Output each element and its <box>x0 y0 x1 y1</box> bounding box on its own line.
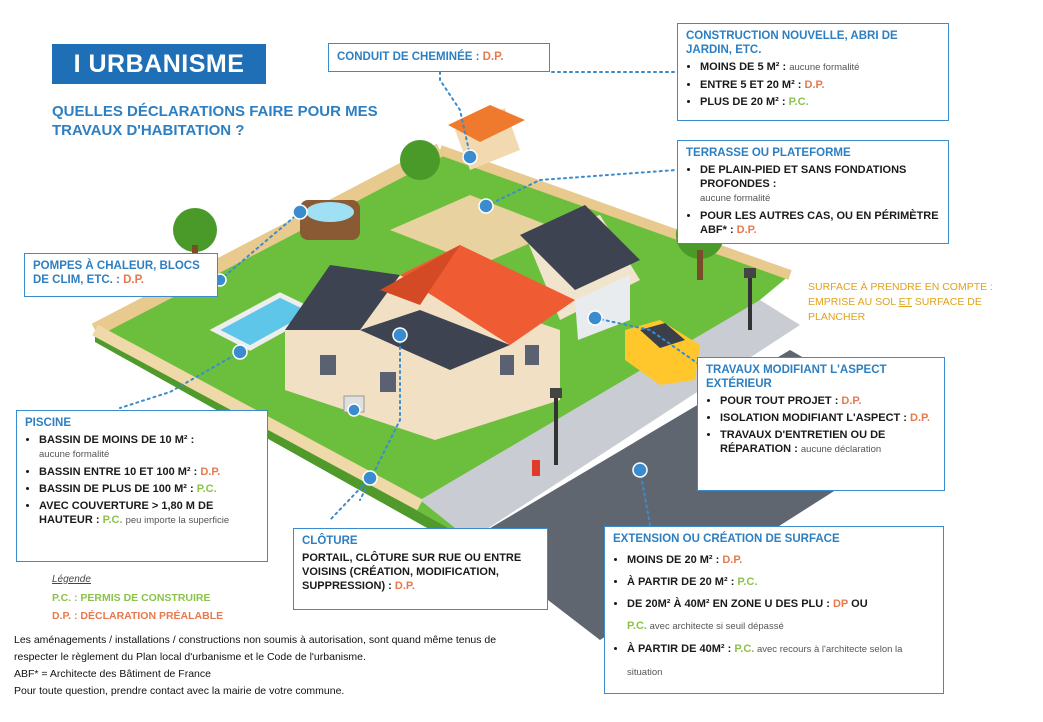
list-item: • BASSIN DE PLUS DE 100 M² : P.C. <box>39 482 259 496</box>
page-subtitle: QUELLES DÉCLARATIONS FAIRE POUR MES TRAVAUX D'HABITATION ? <box>52 103 378 139</box>
marker-pool <box>233 345 247 359</box>
page-title: I URBANISME <box>52 44 266 84</box>
pool-box <box>16 410 268 562</box>
fence-box <box>293 528 548 610</box>
marker-extension <box>633 463 647 477</box>
footer-line: ABF* = Architecte des Bâtiment de France <box>14 668 211 680</box>
fence-dp: D.P. <box>394 580 415 592</box>
terrace-box <box>677 140 949 244</box>
pumps-box <box>24 253 218 297</box>
legend-title: Légende <box>52 574 91 585</box>
list-item: • AVEC COUVERTURE > 1,80 M DE HAUTEUR : P.C. peu importe la superficie <box>39 499 259 528</box>
list-item: • ISOLATION MODIFIANT L'ASPECT : D.P. <box>720 411 936 425</box>
fence-title: CLÔTURE <box>302 535 358 547</box>
list-item: • ENTRE 5 ET 20 M² : D.P. <box>700 78 940 92</box>
list-item: • MOINS DE 20 M² : D.P. <box>627 549 935 571</box>
list-item: • POUR LES AUTRES CAS, OU EN PÉRIMÈTRE ABF* : D.P. <box>700 209 940 237</box>
legend <box>52 571 223 625</box>
extension-box <box>604 526 944 694</box>
aspect-box <box>697 357 945 491</box>
extension-title: EXTENSION OU CRÉATION DE SURFACE <box>613 533 840 545</box>
surface-note-line1: SURFACE À PRENDRE EN COMPTE : <box>808 281 993 293</box>
aspect-title: TRAVAUX MODIFIANT L'ASPECT EXTÉRIEUR <box>706 364 887 390</box>
surface-note: SURFACE À PRENDRE EN COMPTE : EMPRISE AU SOL ET SURFACE DE PLANCHER <box>808 280 1040 325</box>
list-item: • À PARTIR DE 40M² : P.C. avec recours à l'architecte selon la situation <box>627 638 935 684</box>
marker-ac <box>348 404 360 416</box>
list-item: • DE 20M² À 40M² EN ZONE U DES PLU : DP OU P.C. avec architecte si seuil dépassé <box>627 593 935 638</box>
construction-box <box>677 23 949 121</box>
pumps-title: POMPES À CHALEUR, BLOCS DE CLIM, ETC. : <box>33 260 200 286</box>
list-item: • MOINS DE 5 M² : aucune formalité <box>700 60 940 75</box>
marker-hot-tub <box>293 205 307 219</box>
footer-note <box>14 632 574 700</box>
tree <box>400 140 440 180</box>
list-item: • PLUS DE 20 M² : P.C. <box>700 95 940 109</box>
chimney-title: CONDUIT DE CHEMINÉE : <box>337 51 483 63</box>
marker-chimney <box>463 150 477 164</box>
fence-text: PORTAIL, CLÔTURE SUR RUE OU ENTRE VOISINS (CRÉATION, MODIFICATION, SUPPRESSION) : <box>302 552 522 592</box>
pool-title: PISCINE <box>25 417 72 429</box>
legend-pc: P.C. : PERMIS DE CONSTRUIRE <box>52 592 211 604</box>
list-item: • TRAVAUX D'ENTRETIEN OU DE RÉPARATION : aucune déclaration <box>720 428 936 457</box>
pumps-dp: D.P. <box>123 274 144 286</box>
list-item: • À PARTIR DE 20 M² : P.C. <box>627 571 935 593</box>
list-item: • BASSIN DE MOINS DE 10 M² : aucune formalité <box>39 433 259 462</box>
list-item: • POUR TOUT PROJET : D.P. <box>720 394 936 408</box>
footer-line: Les aménagements / installations / constructions non soumis à autorisation, sont quand même tenus de <box>14 634 497 646</box>
chimney-box <box>328 43 550 72</box>
street-lamp <box>554 395 558 465</box>
marker-terrace <box>479 199 493 213</box>
terrace-title: TERRASSE OU PLATEFORME <box>686 147 851 159</box>
street-lamp <box>748 275 752 330</box>
chimney-dp: D.P. <box>482 51 504 63</box>
marker-fence <box>363 471 377 485</box>
legend-dp: D.P. : DÉCLARATION PRÉALABLE <box>52 610 224 622</box>
footer-line: Pour toute question, prendre contact avec la mairie de votre commune. <box>14 685 345 697</box>
construction-title: CONSTRUCTION NOUVELLE, ABRI DE JARDIN, ETC. <box>686 30 898 56</box>
footer-line: respecter le règlement du Plan local d'urbanisme et le Code de l'urbanisme. <box>14 651 366 663</box>
fire-hydrant <box>532 460 540 476</box>
list-item: • BASSIN ENTRE 10 ET 100 M² : D.P. <box>39 465 259 479</box>
marker-garage <box>588 311 602 325</box>
marker-roof <box>393 328 407 342</box>
list-item: • DE PLAIN-PIED ET SANS FONDATIONS PROFONDES : aucune formalité <box>700 163 940 206</box>
